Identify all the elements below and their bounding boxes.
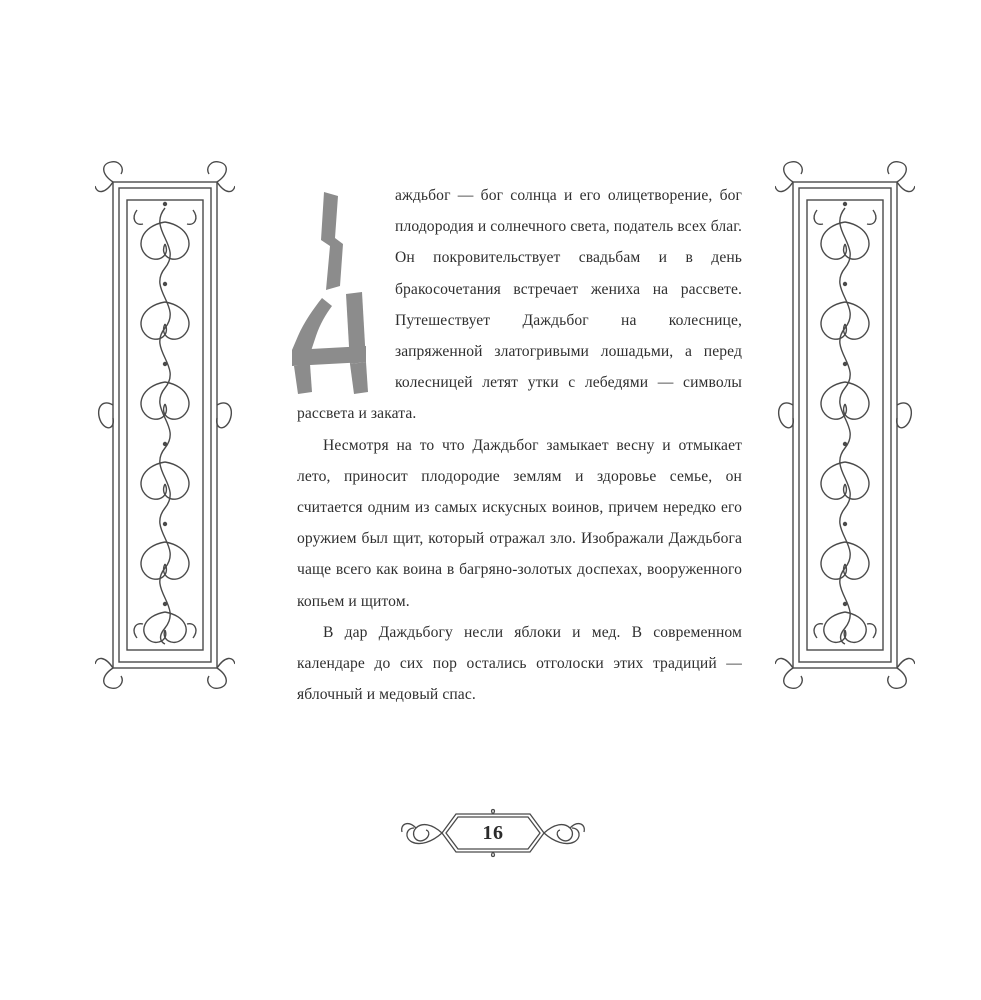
paragraph: Несмотря на то что Даждьбог замыкает весну и отмыкает лето, приносит плодородие землям и здоровье семье, он считается одним из самых искусных воинов, причем нередко его оружием был щит, который отражал зло. Изображали Даждьбога чаще всего как воина в багряно-золотых доспехах, вооруженного копьем и щитом. (297, 436, 742, 610)
paragraph: аждьбог — бог солнца и его олицетворение, бог плодородия и солнечного света, податель всех благ. Он покровительствует свадьбам и в день бракосочетания встречает жениха на рассвете. Путешествует Даждьбог на колеснице, запряженной златогривыми лошадьми, а перед колесницей летят утки с лебедями — символы рассвета и заката. (297, 187, 742, 423)
ornamental-border-right (775, 160, 915, 690)
paragraph: В дар Даждьбогу несли яблоки и мед. В современном календаре до сих пор остались отголоски этих традиций — яблочный и медовый спас. (297, 623, 742, 704)
page-number: 16 (482, 821, 504, 844)
ornamental-border-left (95, 160, 235, 690)
folio-cartouche (398, 798, 588, 868)
page-body-text (297, 180, 742, 710)
